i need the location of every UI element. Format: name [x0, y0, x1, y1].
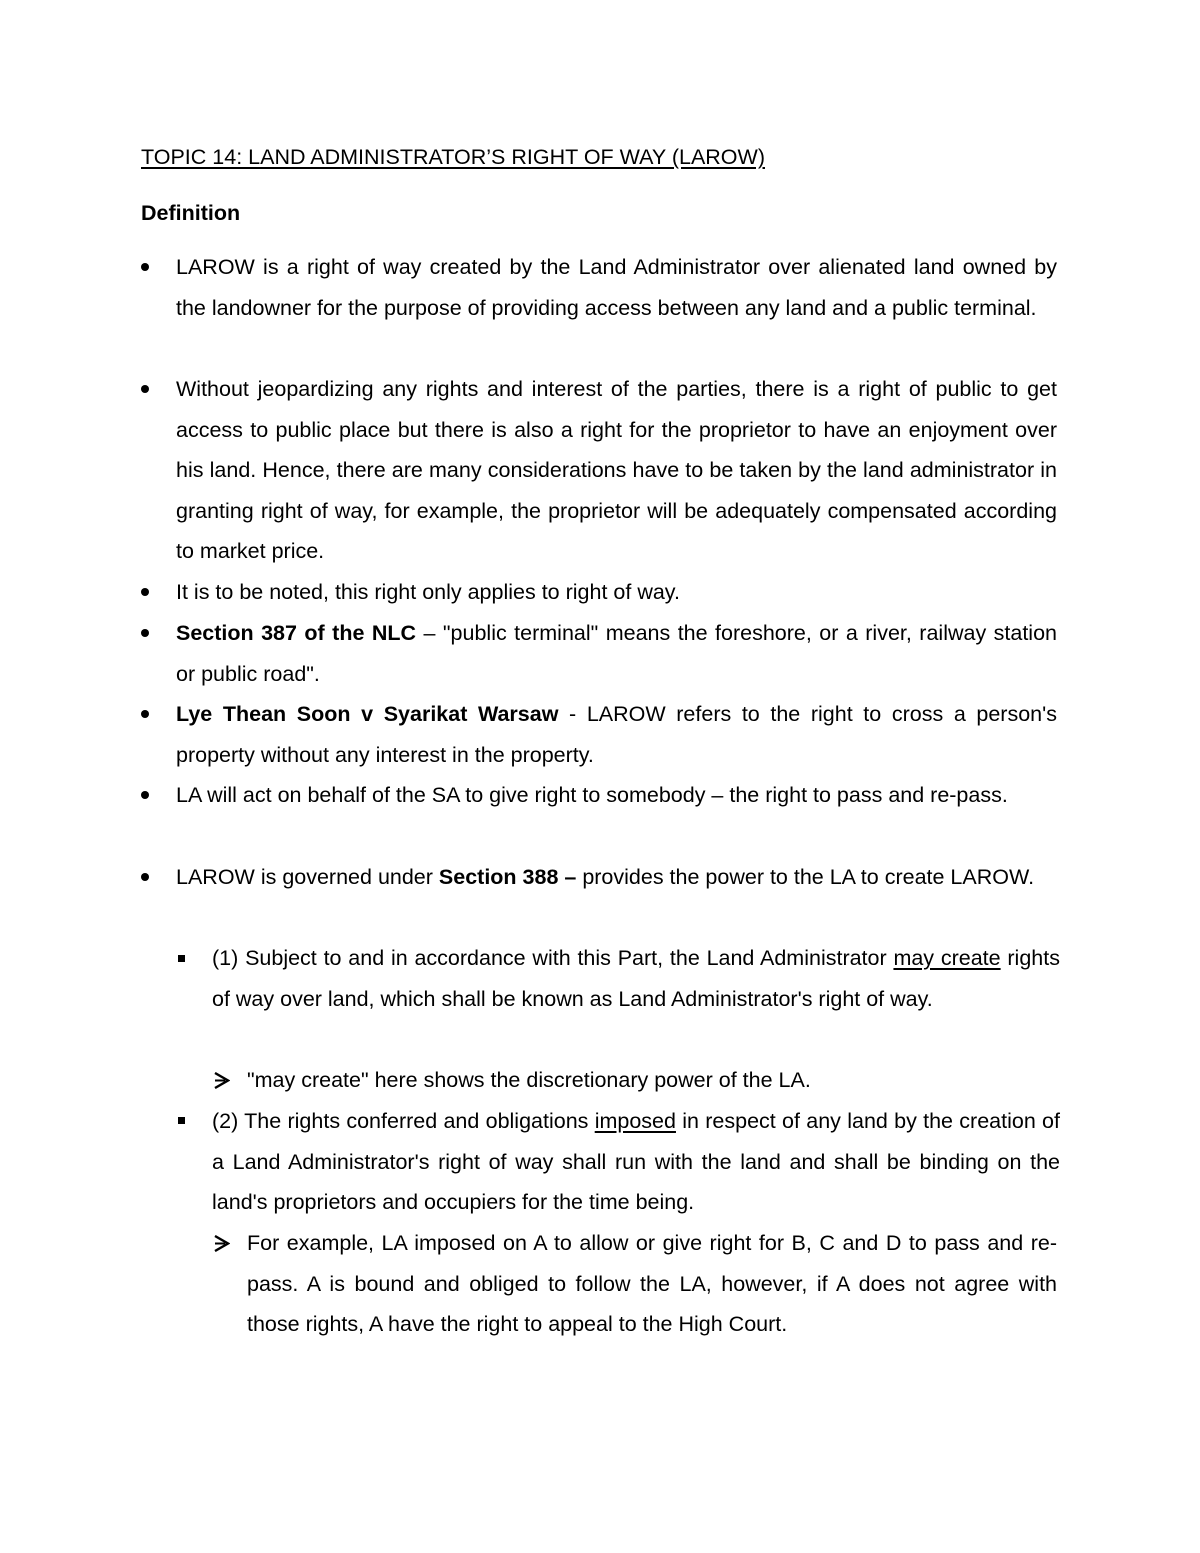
bullet-text: provides the power to the LA to create LAROW. — [576, 865, 1035, 889]
bullet-dot-icon — [141, 710, 149, 718]
sub-item — [212, 938, 1060, 1019]
bullet-dot-icon — [141, 385, 149, 393]
statute-reference: Section 387 of the NLC — [176, 621, 417, 645]
sub-item — [212, 1101, 1060, 1223]
sub-item-text: (1) Subject to and in accordance with this Part, the Land Administrator — [212, 946, 894, 970]
arrow-bullet-icon — [213, 1235, 230, 1252]
bullet-item — [176, 857, 1057, 898]
bullet-text: - LAROW refers to the right to cross a person's property without any interest in the property. — [176, 702, 1057, 767]
bullet-item — [176, 613, 1057, 694]
bullet-dot-icon — [141, 263, 149, 271]
bullet-text: LAROW is governed under — [176, 865, 439, 889]
bullet-item — [176, 572, 1057, 613]
sub-item-note — [247, 1223, 1057, 1345]
sub-item-text: rights of way over land, which shall be known as Land Administrator's right of way. — [212, 946, 1060, 1011]
bullet-text: LA will act on behalf of the SA to give right to somebody – the right to pass and re-pass. — [176, 783, 1008, 807]
section-heading: Definition — [141, 201, 241, 225]
note-text: For example, LA imposed on A to allow or give right for B, C and D to pass and re-pass. A is bound and obliged to follow the LA, however, if A does not agree with those rights, A have the right to appeal to the High Court. — [247, 1231, 1057, 1337]
bullet-dot-icon — [141, 629, 149, 637]
case-reference: Lye Thean Soon v Syarikat Warsaw — [176, 702, 559, 726]
bullet-item — [176, 369, 1057, 572]
bullet-text: It is to be noted, this right only applies to right of way. — [176, 580, 680, 604]
sub-item-text: in respect of any land by the creation of a Land Administrator's right of way shall run with the land and shall be binding on the land's proprietors and occupiers for the time being. — [212, 1109, 1060, 1215]
sub-item-text: (2) The rights conferred and obligations — [212, 1109, 595, 1133]
bullet-item — [176, 775, 1057, 816]
square-bullet-icon — [178, 955, 185, 962]
note-text: "may create" here shows the discretionary power of the LA. — [247, 1068, 811, 1092]
sub-item-note — [247, 1060, 1057, 1101]
square-bullet-icon — [178, 1117, 185, 1124]
statute-reference: Section 388 – — [438, 865, 577, 889]
page-title: TOPIC 14: LAND ADMINISTRATOR’S RIGHT OF WAY (LAROW) — [141, 145, 765, 169]
underlined-text: imposed — [594, 1109, 676, 1133]
bullet-text: – "public terminal" means the foreshore, or a river, railway station or public road". — [176, 621, 1057, 686]
underlined-text: may create — [893, 946, 1001, 970]
bullet-dot-icon — [141, 873, 149, 881]
bullet-item — [176, 247, 1057, 328]
bullet-item — [176, 694, 1057, 775]
arrow-bullet-icon — [213, 1072, 230, 1089]
bullet-dot-icon — [141, 791, 149, 799]
bullet-dot-icon — [141, 588, 149, 596]
bullet-text: Without jeopardizing any rights and interest of the parties, there is a right of public to get access to public place but there is also a right for the proprietor to have an enjoyment over his land. Hence, there are many considerations have to be taken by the land administrator in granting right of way, for example, the proprietor will be adequately compensated according to market price. — [176, 377, 1057, 564]
bullet-text: LAROW is a right of way created by the Land Administrator over alienated land owned by the landowner for the purpose of providing access between any land and a public terminal. — [176, 255, 1057, 320]
